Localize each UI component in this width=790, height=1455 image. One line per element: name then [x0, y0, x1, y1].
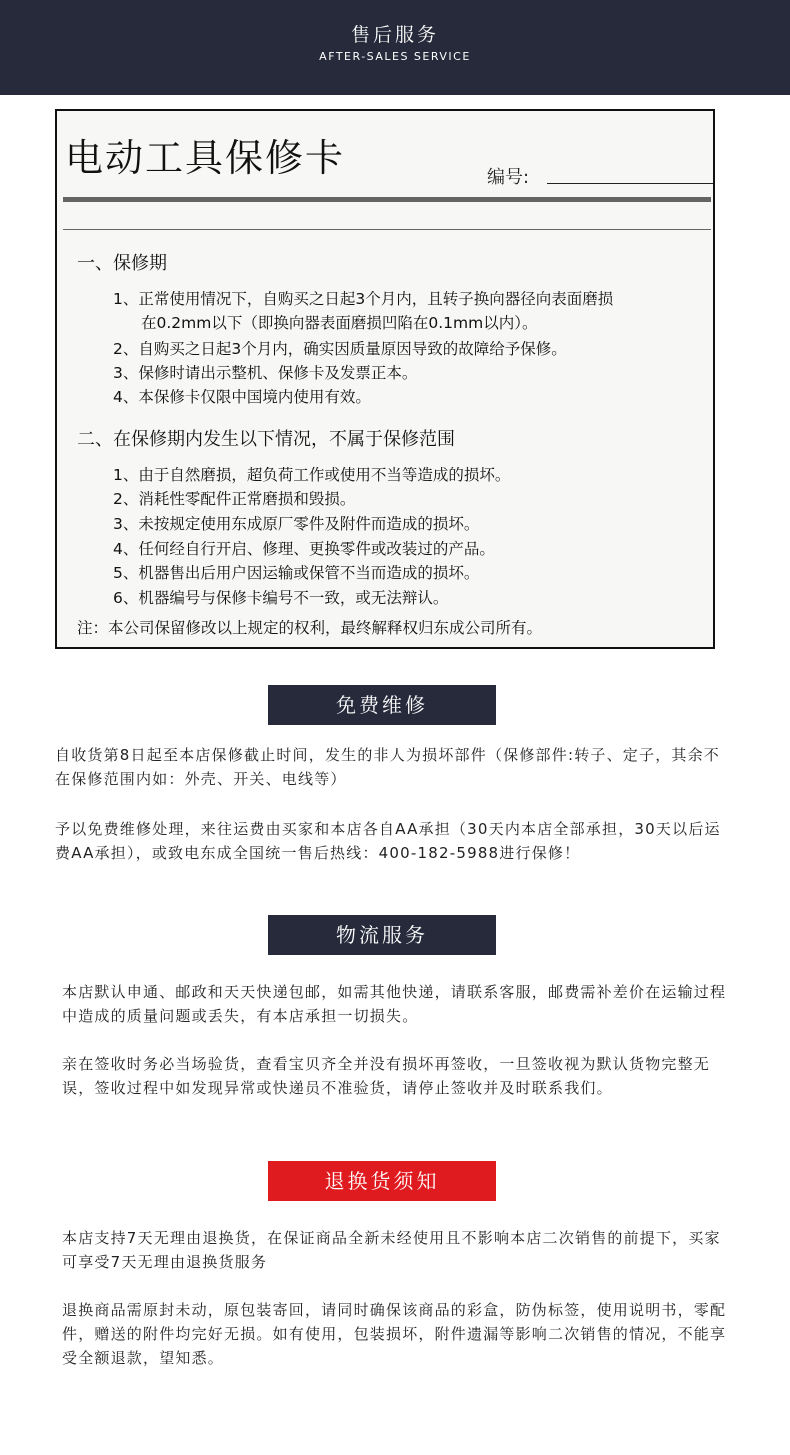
exclusions-heading: 二、在保修期内发生以下情况，不属于保修范围 — [77, 429, 455, 450]
logistics-paragraph: 本店默认申通、邮政和天天快递包邮，如需其他快递，请联系客服，邮费需补差价在运输过程中造成的质量问题或丢失，有本店承担一切损失。 — [62, 983, 727, 1025]
warranty-card-image — [55, 109, 715, 649]
page-header — [0, 0, 790, 95]
returns-paragraph: 本店支持7天无理由退换货，在保证商品全新未经使用且不影响本店二次销售的前提下，买家可享受7天无理由退换货服务 — [62, 1229, 721, 1271]
card-divider-thin — [63, 229, 711, 230]
warranty-period-heading: 一、保修期 — [77, 253, 167, 274]
free-repair-badge: 免费维修 — [268, 685, 496, 725]
exclusion-item: 6、机器编号与保修卡编号不一致，或无法辩认。 — [113, 589, 449, 607]
warranty-period-item: 1、正常使用情况下，自购买之日起3个月内，且转子换向器径向表面磨损 — [113, 290, 614, 308]
warranty-card-title: 电动工具保修卡 — [65, 136, 346, 180]
logistics-paragraph: 亲在签收时务必当场验货，查看宝贝齐全并没有损坏再签收，一旦签收视为默认货物完整无误，签收过程中如发现异常或快递员不准验货，请停止签收并及时联系我们。 — [62, 1055, 711, 1097]
header-title: 售后服务 — [350, 24, 439, 46]
returns-badge: 退换货须知 — [268, 1161, 496, 1201]
logistics-badge: 物流服务 — [268, 915, 496, 955]
warranty-period-item: 4、本保修卡仅限中国境内使用有效。 — [113, 388, 371, 406]
exclusion-item: 2、消耗性零配件正常磨损和毁损。 — [113, 490, 356, 508]
exclusion-item: 5、机器售出后用户因运输或保管不当而造成的损坏。 — [113, 564, 480, 582]
exclusion-item: 3、未按规定使用东成原厂零件及附件而造成的损坏。 — [113, 515, 480, 533]
warranty-period-item: 2、自购买之日起3个月内，确实因质量原因导致的故障给予保修。 — [113, 340, 567, 358]
warranty-period-item: 3、保修时请出示整机、保修卡及发票正本。 — [113, 364, 418, 382]
returns-paragraph: 退换商品需原封未动，原包装寄回，请同时确保该商品的彩盒，防伪标签，使用说明书，零配件，赠送的附件均完好无损。如有使用，包装损坏，附件遗漏等影响二次销售的情况，不能享受全额退款，望知悉。 — [62, 1301, 727, 1367]
card-divider — [63, 197, 711, 202]
serial-number-label: 编号: — [487, 167, 530, 188]
exclusion-item: 1、由于自然磨损，超负荷工作或使用不当等造成的损坏。 — [113, 466, 511, 484]
free-repair-paragraph: 予以免费维修处理，来往运费由买家和本店各自AA承担（30天内本店全部承担，30天以后运费AA承担），或致电东成全国统一售后热线：400-182-5988进行保修！ — [55, 820, 721, 862]
free-repair-paragraph: 自收货第8日起至本店保修截止时间，发生的非人为损坏部件（保修部件:转子、定子，其余不在保修范围内如：外壳、开关、电线等） — [55, 746, 721, 788]
warranty-note: 注：本公司保留修改以上规定的权利，最终解释权归东成公司所有。 — [77, 619, 543, 637]
exclusion-item: 4、任何经自行开启、修理、更换零件或改装过的产品。 — [113, 540, 495, 558]
serial-number-line — [547, 183, 713, 184]
header-subtitle: AFTER-SALES SERVICE — [319, 50, 471, 63]
warranty-period-item: 在0.2mm以下（即换向器表面磨损凹陷在0.1mm以内）。 — [141, 314, 538, 332]
